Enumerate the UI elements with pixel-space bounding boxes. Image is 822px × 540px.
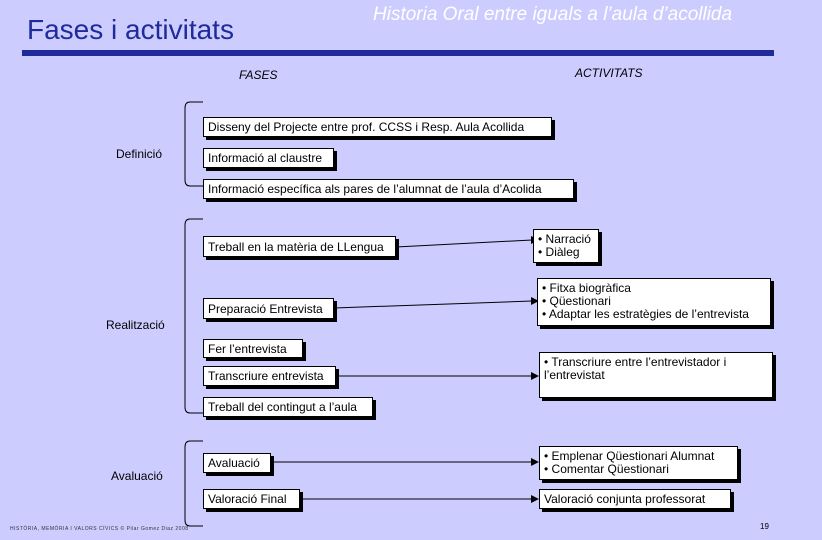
page-title: Fases i activitats: [27, 14, 234, 45]
bracket-realitzacio: [185, 219, 203, 413]
footer-credit: HISTÒRIA, MEMÒRIA I VALORS CÍVICS © Pilar Gomez Diaz 2008: [10, 526, 189, 532]
page-number: 19: [760, 522, 769, 531]
column-header-fases: FASES: [239, 68, 278, 82]
step-fer-entrevista: Fer l’entrevista: [203, 339, 303, 358]
bracket-avaluacio: [185, 441, 203, 526]
column-header-activitats: ACTIVITATS: [575, 66, 643, 80]
activity-avaluacio: [539, 446, 738, 480]
step-transcriure-entrevista: Transcriure entrevista: [203, 366, 336, 386]
step-disseny: Disseny del Projecte entre prof. CCSS i Resp. Aula Acollida: [203, 117, 552, 137]
phase-label-definicio: Definició: [116, 147, 163, 161]
activity-llengua-item: • Narració: [538, 232, 591, 246]
step-treball-llengua: Treball en la matèria de LLengua: [203, 236, 396, 257]
step-informacio-claustre: Informació al claustre: [203, 148, 334, 168]
phase-label-realitzacio: Realització: [106, 318, 165, 332]
activity-avaluacio-item: • Emplenar Qüestionari Alumnat: [544, 449, 715, 463]
step-preparacio-entrevista: Preparació Entrevista: [203, 298, 334, 319]
step-avaluacio: Avaluació: [203, 453, 271, 473]
activity-llengua: [533, 229, 599, 263]
activity-transcriure: [539, 352, 773, 398]
step-treball-contingut: Treball del contingut a l’aula: [203, 397, 373, 417]
phase-label-avaluacio: Avaluació: [111, 469, 163, 483]
activity-entrevista: [537, 278, 771, 326]
activity-avaluacio-item: • Comentar Qüestionari: [544, 462, 669, 476]
step-informacio-pares: Informació específica als pares de l’alumnat de l’aula d’Acolida: [203, 179, 574, 199]
activity-valoracio-final: Valoració conjunta professorat: [539, 489, 731, 509]
connector-entrevista: [334, 301, 532, 308]
activity-entrevista-item: • Fitxa biogràfica: [542, 281, 631, 295]
activity-transcriure-item: • Transcriure entre l’entrevistador i l’entrevistat: [544, 355, 727, 382]
step-valoracio-final: Valoració Final: [203, 489, 300, 509]
arrowhead-valoracio: [531, 495, 539, 503]
activity-entrevista-item: • Qüestionari: [542, 294, 611, 308]
bracket-definicio: [185, 102, 203, 186]
arrowhead-avaluacio: [531, 458, 539, 466]
activity-entrevista-item: • Adaptar les estratègies de l’entrevista: [542, 307, 749, 321]
activity-llengua-item: • Diàleg: [538, 245, 580, 259]
connector-llengua: [396, 240, 532, 247]
arrowhead-transcriure: [531, 372, 539, 380]
presentation-header: Historia Oral entre iguals a l’aula d’acollida: [373, 4, 733, 25]
